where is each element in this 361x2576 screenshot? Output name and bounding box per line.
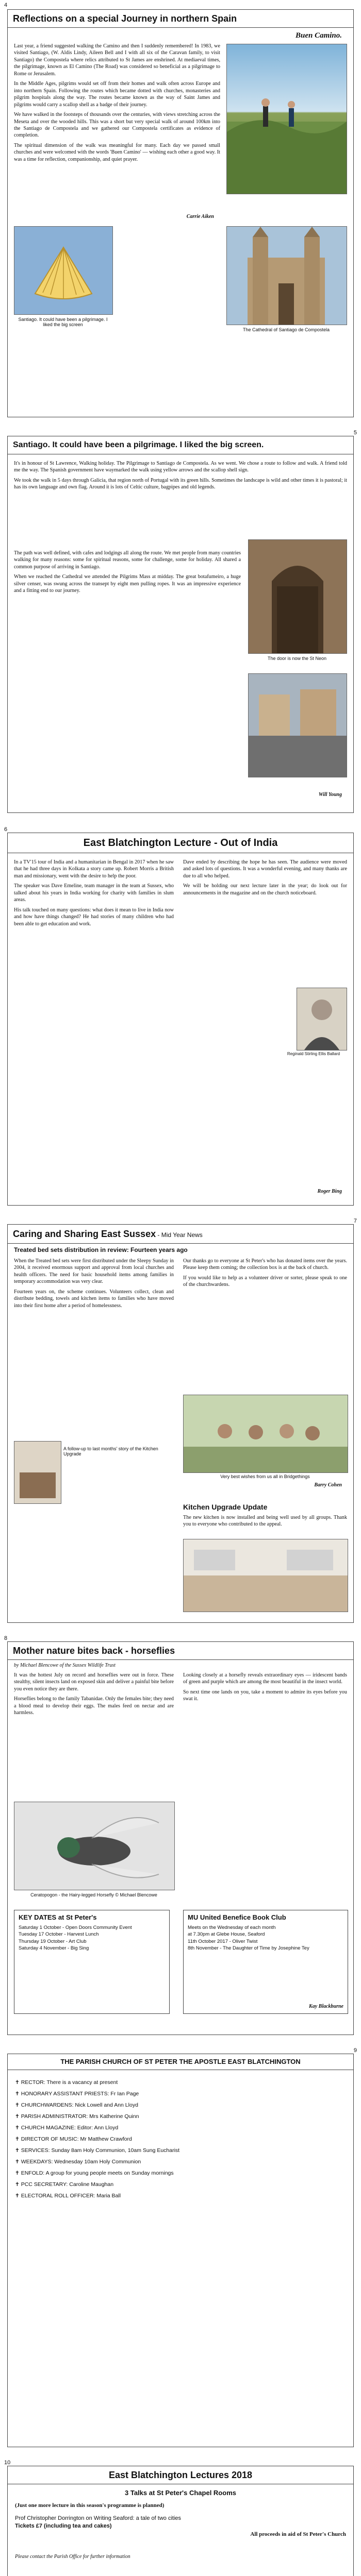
directory-line: ✝ SERVICES: Sunday 8am Holy Communion, 10am Sung Eucharist — [15, 2147, 180, 2154]
lectures-title: East Blatchington Lectures 2018 — [8, 2466, 353, 2484]
scallop-shell-icon — [14, 227, 112, 314]
key-dates-list — [14, 1924, 169, 1952]
directory-line: ✝ PARISH ADMINISTRATOR: Mrs Katherine Quinn — [15, 2113, 139, 2120]
directory-line: ✝ ELECTORAL ROLL OFFICER: Maria Ball — [15, 2193, 121, 2199]
page-7 — [0, 2458, 361, 2576]
paragraph: Our thanks go to everyone at St Peter's who has donated items over the years. Please keep them coming; the collection box is at the back of church. — [183, 1258, 347, 1271]
paragraph: His talk touched on many questions: what does it mean to live in India now and how have things changed? He had stories of many children who had been able to get education and work. — [14, 907, 174, 927]
paragraph: The path was well defined, with cafes and lodgings all along the route. We met people from many countries walking for many reasons: some for spiritual reasons, some for challenge, some for holiday. All shared a common purpose of arriving in Santiago. — [14, 550, 241, 570]
article-frame — [7, 1224, 354, 1623]
page-5 — [0, 1633, 361, 2040]
directory-list — [15, 2077, 345, 2202]
kitchen-illustration — [184, 1539, 348, 1612]
greeting: Buen Camino. — [295, 31, 342, 40]
page-number: 4 — [4, 2, 8, 8]
signature: Barry Cohen — [314, 1482, 342, 1488]
paragraph: We have walked in the footsteps of thousands over the centuries, with views stretching across the Meseta and over the wooded hills. This was a short but very special walk of around 100km into the Santiago de Compostela and we gathered our Compostela certificates as evidence of completion. — [14, 112, 220, 139]
paragraph: It's in honour of St Lawrence, Walking holiday. The Pilgrimage to Santiago de Compostela. As we went. We chose a route to follow and walk. A friend told me the way. The Spanish government have waymarked the walk using yellow arrows and the scallop shell sign. — [14, 461, 347, 473]
kitchen-photo — [183, 1539, 348, 1612]
directory-line: ✝ CHURCH MAGAZINE: Editor: Ann Lloyd — [15, 2125, 119, 2131]
cathedral-illustration — [227, 227, 347, 325]
cross-icon: ✝ — [15, 2159, 21, 2165]
photo-caption: Very best wishes from us all in Bridgethings — [220, 1474, 310, 1479]
key-dates-title: KEY DATES at St Peter's — [19, 1913, 97, 1921]
article-body-right — [183, 1672, 347, 1706]
key-date-item: Thursday 19 October - Art Club — [19, 1938, 87, 1944]
article-title: East Blatchington Lecture - Out of India — [8, 833, 353, 853]
cross-icon: ✝ — [15, 2125, 21, 2131]
cross-icon: ✝ — [15, 2113, 21, 2120]
byline: by Michael Blencowe of the Sussex Wildlife Trust — [14, 1663, 116, 1668]
kitchen-text: The new kitchen is now installed and being well used by all groups. Thank you to everyone who contributed to the appeal. — [183, 1515, 347, 1528]
page-number: 5 — [353, 430, 357, 436]
directory-line: ✝ PCC SECRETARY: Caroline Maughan — [15, 2181, 114, 2188]
photo-caption: The door is now the St Neon — [267, 656, 327, 661]
lecture-item: Prof Christopher Dorrington on Writing Seaford: a tale of two cities — [15, 2515, 182, 2521]
directory-line: ✝ ENFOLD: A group for young people meets on Sunday mornings — [15, 2170, 174, 2177]
article-frame — [7, 833, 354, 1206]
signature: Will Young — [318, 792, 342, 798]
cross-icon: ✝ — [15, 2147, 21, 2154]
door-photo — [248, 539, 347, 654]
cross-icon: ✝ — [15, 2079, 21, 2086]
article-title: Reflections on a special Journey in northern Spain — [8, 10, 353, 28]
lectures-list — [15, 2515, 345, 2531]
horsefly-illustration — [14, 1802, 174, 1890]
subtitle: Treated bed sets distribution in review: Fourteen years ago — [14, 1246, 188, 1253]
book-club-line: 11th October 2017 - Oliver Twist — [188, 1938, 258, 1944]
book-club-contact: Kay Blackburne — [309, 2004, 343, 2009]
page-number: 6 — [4, 826, 8, 833]
cross-icon: ✝ — [15, 2102, 21, 2109]
photo-caption: Reginald Stirling Ellis Ballard — [287, 1052, 340, 1056]
kitchen-side-photo — [14, 1441, 61, 1504]
portrait-photo — [297, 988, 347, 1050]
paragraph: We will be holding our next lecture later in the year; do look out for announcements in the magazine and on the church noticeboard. — [183, 883, 347, 896]
paragraph: In a TV'15 tour of India and a humanitarian in Bengal in 2017 when he saw that he had three days in Kolkata a story came up. Robert Morris a British man and missionary, went with the desire to help the poor. — [14, 859, 174, 879]
lectures-footer: Please contact the Parish Office for further information — [15, 2554, 130, 2560]
scallop-photo — [14, 226, 113, 315]
page-number: 9 — [353, 2047, 357, 2054]
book-club-box — [183, 1910, 348, 2014]
cross-icon: ✝ — [15, 2193, 21, 2199]
article-frame — [7, 1641, 354, 2035]
article-body-right — [183, 859, 347, 900]
paragraph: Fourteen years on, the scheme continues. Volunteers collect, clean and distribute bedding, towels and kitchen items to families who have moved into their first home after a period of homelessness. — [14, 1289, 174, 1309]
paragraph: When we reached the Cathedral we attended the Pilgrims Mass at midday. The great botafumeiro, a huge silver censer, was swung across the transept by eight men pulling ropes. It was an impressive experience and a fitting end to our journey. — [14, 574, 241, 594]
photo-caption: Ceratopogon - the Hairy-legged Horsefly © Michael Blencowe — [30, 1892, 157, 1897]
side-caption: A follow-up to last months' story of the Kitchen Upgrade — [63, 1446, 158, 1456]
paragraph: We took the walk in 5 days through Galicia, that region north of Portugal with its green hills. Sometimes the landscape is wild and other times it is pastoral; it has its own language and own flag. Around it is lots of Celtic culture, bagpipes and old legends. — [14, 477, 347, 490]
cross-icon: ✝ — [15, 2091, 21, 2097]
lectures-tickets: All proceeds in aid of St Peter's Church — [250, 2531, 346, 2537]
pilgrims-illustration — [227, 44, 347, 194]
paragraph: So next time one lands on you, take a moment to admire its eyes before you swat it. — [183, 1689, 347, 1702]
page-3 — [0, 824, 361, 1211]
page-number: 8 — [4, 1635, 8, 1641]
page-1 — [0, 0, 361, 422]
group-illustration — [184, 1395, 348, 1472]
lectures-subtitle: 3 Talks at St Peter's Chapel Rooms — [125, 2489, 236, 2497]
page-number: 7 — [353, 1218, 357, 1224]
book-club-list — [184, 1924, 348, 1952]
photo-caption-right: The Cathedral of Santiago de Compostela — [242, 327, 330, 332]
paragraph: If you would like to help as a volunteer driver or sorter, please speak to one of the churchwardens. — [183, 1275, 347, 1288]
paragraph: Last year, a friend suggested walking the Camino and then I suddenly remembered! In 1983, we visited Santiago, (W. Aldis Lindy, Aileen Bell and I with all six of the Caravan family, to visit Santiago) the Compostela where relics attributed to St James are enshrined. At mediaeval times, the pilgrimage, known as El Camino (The Road) was considered so beneficial as a pilgrimage to Rome or Jerusalem. — [14, 43, 220, 77]
title-suffix: - Mid Year News — [156, 1231, 203, 1239]
directory-frame — [7, 2054, 354, 2447]
directory-line: ✝ DIRECTOR OF MUSIC: Mr Matthew Crawford — [15, 2136, 132, 2143]
photo-caption-left: Santiago. It could have been a pilgrimage. I liked the big screen — [18, 317, 108, 327]
key-date-item: Saturday 1 October - Open Doors Community Event — [19, 1925, 132, 1930]
signature: Carrie Aiken — [186, 214, 214, 219]
article-body-left — [14, 1258, 174, 1312]
cross-icon: ✝ — [15, 2136, 21, 2143]
directory-line: ✝ WEEKDAYS: Wednesday 10am Holy Communion — [15, 2159, 141, 2165]
key-date-item: Saturday 4 November - Big Sing — [19, 1945, 89, 1951]
paragraph: The spiritual dimension of the walk was meaningful for many. Each day we passed small churches and were welcomed with the words 'Buen Camino' — wishing each other a good way. It was a time for reflection, companionship, and quiet prayer. — [14, 142, 220, 162]
pilgrims-photo — [226, 44, 347, 194]
page-2 — [0, 428, 361, 819]
paragraph: Looking closely at a horsefly reveals extraordinary eyes — iridescent bands of green and purple which are among the most beautiful in the insect world. — [183, 1672, 347, 1685]
article-body-right — [183, 1258, 347, 1292]
article-body-left — [14, 859, 174, 930]
key-dates-box — [14, 1910, 170, 2014]
article-body — [14, 460, 347, 494]
street-illustration — [249, 674, 347, 777]
article-body — [14, 43, 220, 166]
cross-icon: ✝ — [15, 2181, 21, 2188]
article-title — [8, 1225, 353, 1244]
article-body-lower — [14, 550, 241, 598]
kitchen-side-illustration — [14, 1442, 61, 1503]
lectures-frame — [7, 2466, 354, 2576]
paragraph: When the Treated bed sets were first distributed under the Sleepy Sunday in 2004, it received enormous support and approval from local churches and health officers. The need for basic household items among families in temporary accommodation was very clear. — [14, 1258, 174, 1285]
book-club-line: at 7.30pm at Glebe House, Seaford — [188, 1931, 265, 1938]
directory-title: THE PARISH CHURCH OF ST PETER THE APOSTLE EAST BLATCHINGTON — [8, 2054, 353, 2070]
directory-line: ✝ RECTOR: There is a vacancy at present — [15, 2079, 118, 2086]
directory-line: ✝ CHURCHWARDENS: Nick Lowell and Ann Lloyd — [15, 2102, 138, 2109]
paragraph: In the Middle Ages, pilgrims would set off from their homes and walk often across Europe and into northern Spain. Following the routes which became dotted with churches, monasteries and pilgrim hospitals along the way. The routes became known as the way of Saint James and pilgrims would carry a scallop shell as a badge of their journey. — [14, 81, 220, 108]
paragraph: Horseflies belong to the family Tabanidae. Only the females bite; they need a blood meal to develop their eggs. The males feed on nectar and are harmless. — [14, 1696, 174, 1716]
cathedral-photo — [226, 226, 347, 325]
lectures-intro: (Just one more lecture in this season's programme is planned) — [15, 2502, 165, 2509]
article-title: Mother nature bites back - horseflies — [8, 1642, 353, 1660]
book-club-line: Meets on the Wednesday of each month — [188, 1925, 276, 1930]
article-frame — [7, 436, 354, 813]
title-main: Caring and Sharing East Sussex — [13, 1229, 156, 1239]
portrait-illustration — [297, 988, 347, 1050]
paragraph: Dave ended by describing the hope he has seen. The audience were moved and asked lots of questions. It was a wonderful evening, and many thanks are due to all who helped. — [183, 859, 347, 879]
article-body-left — [14, 1672, 174, 1720]
page-number: 10 — [4, 2460, 11, 2466]
paragraph: The speaker was Dave Emeline, team manager in the team at Sussex, who talked about his years in India working for charity with families in slum areas. — [14, 883, 174, 903]
lecture-item: Tickets £7 (including tea and cakes) — [15, 2523, 112, 2530]
horsefly-photo — [14, 1802, 175, 1890]
cross-icon: ✝ — [15, 2170, 21, 2177]
article-frame — [7, 9, 354, 417]
kitchen-title: Kitchen Upgrade Update — [183, 1503, 268, 1511]
street-photo — [248, 673, 347, 777]
book-club-title: MU United Benefice Book Club — [188, 1913, 286, 1921]
page-6 — [0, 2045, 361, 2452]
directory-line: ✝ HONORARY ASSISTANT PRIESTS: Fr Ian Page — [15, 2091, 139, 2097]
door-illustration — [249, 540, 347, 653]
paragraph: It was the hottest July on record and horseflies were out in force. These stealthy, silent insects land on exposed skin and deliver a painful bite before you even notice they are there. — [14, 1672, 174, 1692]
key-date-item: Tuesday 17 October - Harvest Lunch — [19, 1931, 99, 1938]
book-club-line: 8th November - The Daughter of Time by Josephine Tey — [188, 1945, 309, 1951]
page-4 — [0, 1216, 361, 1628]
article-title: Santiago. It could have been a pilgrimage. I liked the big screen. — [8, 436, 353, 454]
signature: Roger Bing — [317, 1189, 342, 1194]
group-photo — [183, 1395, 348, 1473]
